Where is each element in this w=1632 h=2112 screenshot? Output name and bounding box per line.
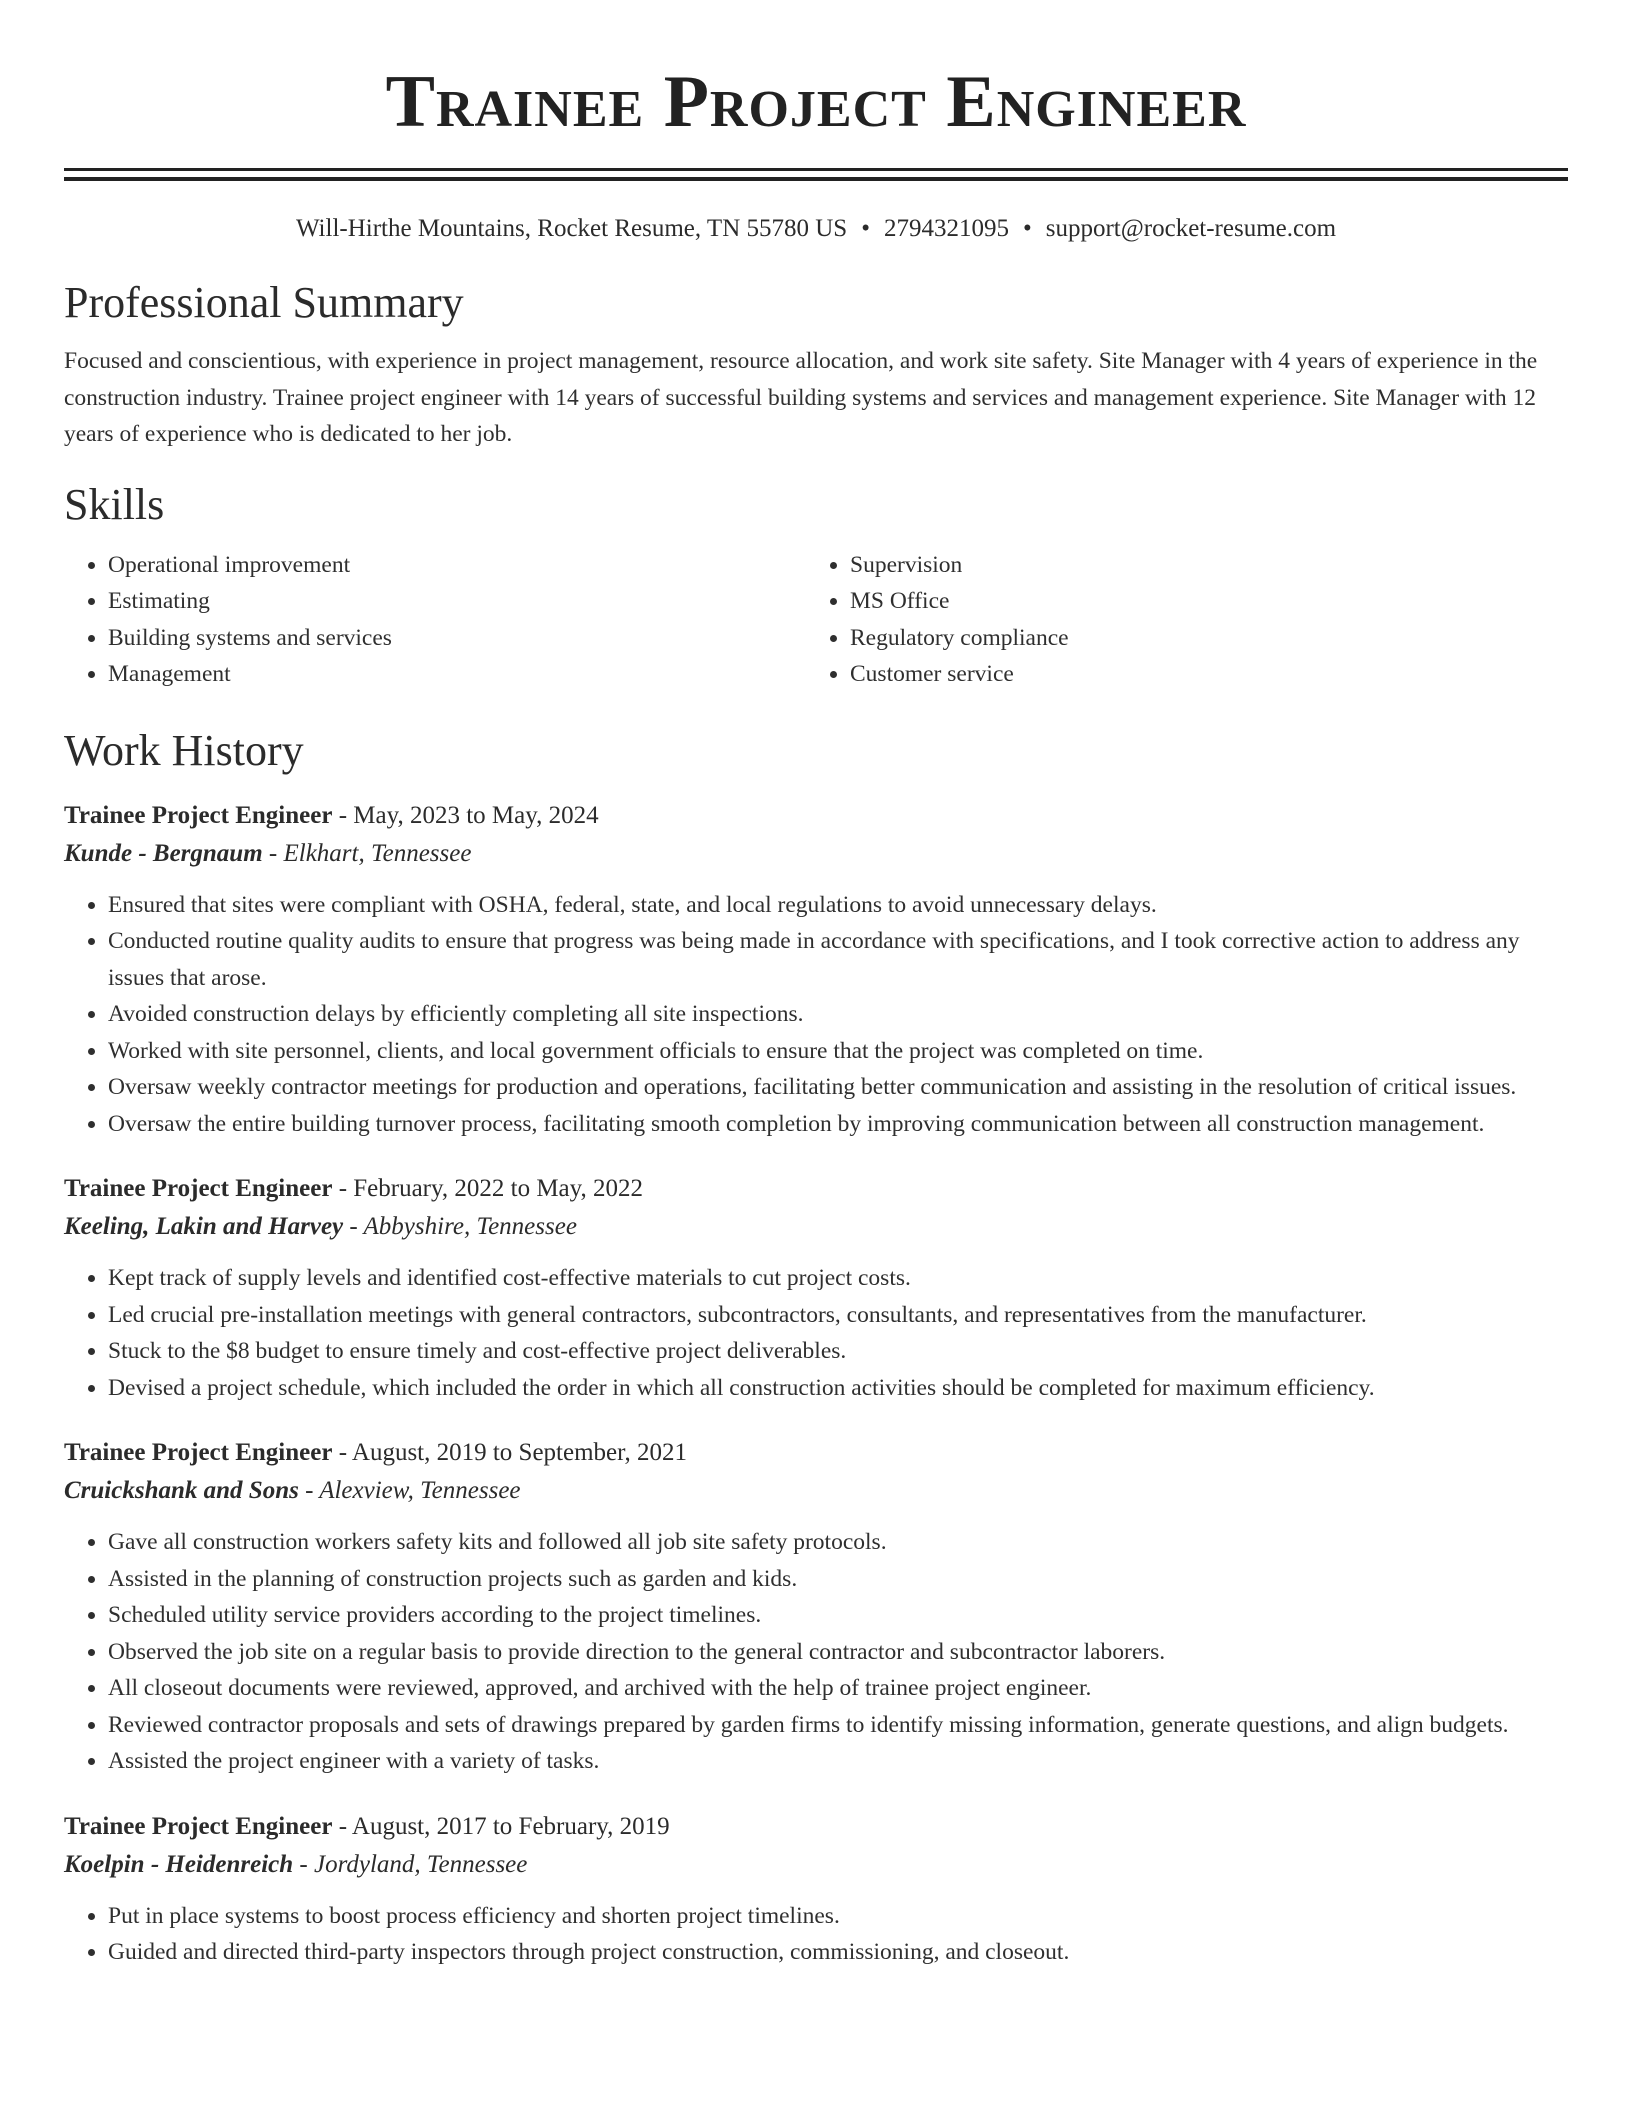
job-location: - Alexview, Tennessee — [298, 1477, 521, 1504]
job-bullet: • Assisted the project engineer with a variety of tasks. — [108, 1743, 1568, 1780]
job-bullet: • Oversaw the entire building turnover process, facilitating smooth completion by improving communication between all construction management. — [108, 1106, 1568, 1143]
job-bullets — [64, 1524, 1568, 1780]
job-bullet: • Assisted in the planning of construction projects such as garden and kids. — [108, 1561, 1568, 1598]
job-entry — [64, 1170, 1568, 1406]
job-header — [64, 1808, 1568, 1846]
job-header — [64, 797, 1568, 835]
job-location: - Jordyland, Tennessee — [293, 1850, 528, 1878]
job-bullet: • Devised a project schedule, which included the order in which all construction activities should be completed for maximum efficiency. — [108, 1370, 1568, 1407]
contact-separator: • — [861, 215, 870, 242]
job-bullet: • Avoided construction delays by efficiently completing all site inspections. — [108, 996, 1568, 1033]
job-location: - Elkhart, Tennessee — [262, 839, 472, 867]
job-bullet: • Worked with site personnel, clients, and local government officials to ensure that the project was completed on time. — [108, 1033, 1568, 1070]
job-entry — [64, 797, 1568, 1143]
contact-separator: • — [1022, 215, 1032, 242]
skill-item: • Building systems and services — [108, 620, 806, 657]
contact-line — [64, 213, 1568, 245]
work-history-heading: Work History — [64, 725, 304, 775]
contact-phone: 2794321095 — [883, 215, 1009, 242]
job-bullet: • Scheduled utility service providers according to the project timelines. — [108, 1597, 1568, 1634]
job-dates: - August, 2017 to February, 2019 — [332, 1812, 670, 1840]
job-bullet: • Oversaw weekly contractor meetings for production and operations, facilitating better communication and assisting in the resolution of critical issues. — [108, 1069, 1568, 1106]
contact-address: Will-Hirthe Mountains, Rocket Resume, TN 55780 US — [295, 215, 848, 242]
job-bullets — [64, 1260, 1568, 1406]
job-bullet: • Stuck to the $8 budget to ensure timely and cost-effective project deliverables. — [108, 1333, 1568, 1370]
skill-item: • Management — [108, 656, 806, 693]
skills-column-right — [806, 547, 1548, 693]
job-location: - Abbyshire, Tennessee — [343, 1213, 577, 1240]
job-employer — [64, 835, 1568, 873]
job-bullets — [64, 1898, 1568, 1971]
job-role: Trainee Project Engineer — [64, 1175, 333, 1202]
contact-email: support@rocket-resume.com — [1045, 215, 1337, 242]
title-rule-top — [64, 168, 1568, 171]
job-bullet: • Conducted routine quality audits to ensure that progress was being made in accordance with specifications, and I took corrective action to address any issues that arose. — [108, 923, 1568, 996]
job-bullet: • Led crucial pre-installation meetings with general contractors, subcontractors, consultants, and representatives from the manufacturer. — [108, 1297, 1568, 1334]
skill-item: • Regulatory compliance — [850, 620, 1548, 657]
job-role: Trainee Project Engineer — [64, 1812, 333, 1840]
job-role: Trainee Project Engineer — [64, 801, 333, 829]
skills-heading: Skills — [64, 479, 165, 529]
job-company: Cruickshank and Sons — [64, 1477, 299, 1504]
job-entry — [64, 1808, 1568, 1971]
job-bullet: • Observed the job site on a regular basis to provide direction to the general contractor and subcontractor laborers. — [108, 1634, 1568, 1671]
skills-list — [64, 547, 1568, 693]
summary-text: Focused and conscientious, with experience in project management, resource allocation, and work site safety. Site Manager with 4 years of experience in the construction industry. Trainee project engineer with 14 years of successful building systems and services and management experience. Site Manager with 12 years of experience who is dedicated to her job. — [64, 348, 1538, 447]
job-bullet: • Kept track of supply levels and identified cost-effective materials to cut project costs. — [108, 1260, 1568, 1297]
skill-item: • Estimating — [108, 583, 806, 620]
job-employer — [64, 1472, 1568, 1510]
skill-item: • Customer service — [850, 656, 1548, 693]
job-company: Keeling, Lakin and Harvey — [64, 1213, 344, 1240]
job-employer — [64, 1846, 1568, 1884]
job-dates: - May, 2023 to May, 2024 — [332, 801, 599, 829]
job-employer — [64, 1208, 1568, 1246]
skill-item: • Supervision — [850, 547, 1548, 584]
summary-heading: Professional Summary — [64, 278, 464, 327]
job-bullet: • All closeout documents were reviewed, approved, and archived with the help of trainee project engineer. — [108, 1670, 1568, 1707]
title-rule-bottom — [64, 177, 1568, 181]
job-role: Trainee Project Engineer — [64, 1439, 333, 1466]
job-company: Koelpin - Heidenreich — [64, 1850, 294, 1878]
job-bullet: • Ensured that sites were compliant with OSHA, federal, state, and local regulations to avoid unnecessary delays. — [108, 887, 1568, 924]
job-bullets — [64, 887, 1568, 1143]
job-bullet: • Put in place systems to boost process efficiency and shorten project timelines. — [108, 1898, 1568, 1935]
resume-title: Trainee Project Engineer — [385, 61, 1247, 143]
job-bullet: • Reviewed contractor proposals and sets of drawings prepared by garden firms to identify missing information, generate questions, and align budgets. — [108, 1707, 1568, 1744]
job-header — [64, 1170, 1568, 1208]
job-dates: - February, 2022 to May, 2022 — [332, 1175, 644, 1202]
job-entry — [64, 1434, 1568, 1780]
job-bullet: • Guided and directed third-party inspectors through project construction, commissioning, and closeout. — [108, 1934, 1568, 1971]
job-header — [64, 1434, 1568, 1472]
job-bullet: • Gave all construction workers safety kits and followed all job site safety protocols. — [108, 1524, 1568, 1561]
skills-column-left — [64, 547, 806, 693]
skill-item: • MS Office — [850, 583, 1548, 620]
job-company: Kunde - Bergnaum — [64, 839, 263, 867]
job-dates: - August, 2019 to September, 2021 — [332, 1439, 687, 1466]
skill-item: • Operational improvement — [108, 547, 806, 584]
